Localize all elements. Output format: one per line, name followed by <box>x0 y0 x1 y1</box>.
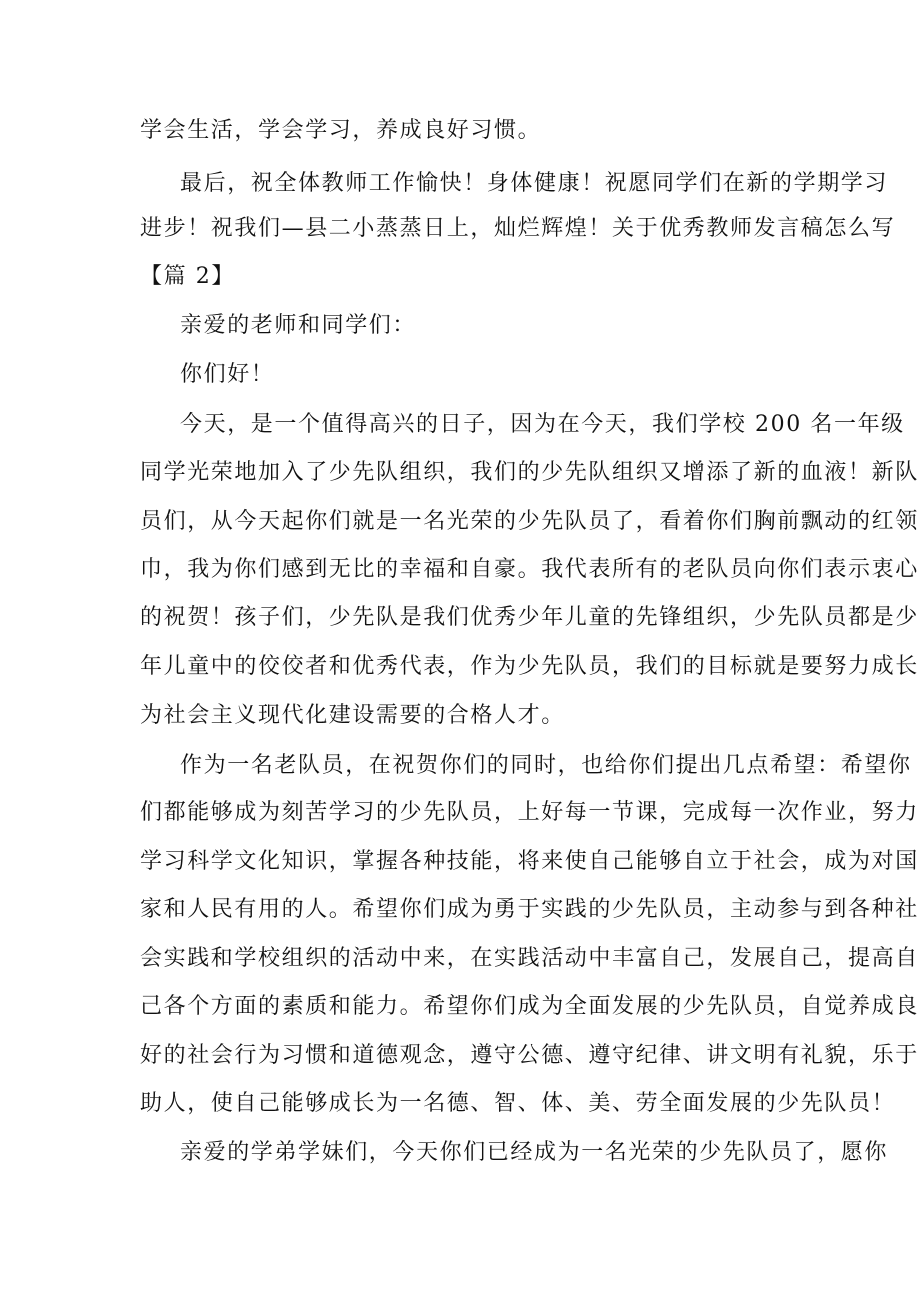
text-line: 的祝贺！孩子们，少先队是我们优秀少年儿童的先锋组织，少先队员都是少 <box>140 605 919 630</box>
text-line: 助人，使自己能够成长为一名德、智、体、美、劳全面发展的少先队员！ <box>140 1091 896 1116</box>
text-line: 最后，祝全体教师工作愉快！身体健康！祝愿同学们在新的学期学习 <box>180 171 889 196</box>
text-line: 进步！祝我们—县二小蒸蒸日上，灿烂辉煌！关于优秀教师发言稿怎么写 <box>140 216 896 241</box>
text-line: 会实践和学校组织的活动中来，在实践活动中丰富自己，发展自己，提高自 <box>140 946 919 971</box>
text-line: 家和人民有用的人。希望你们成为勇于实践的少先队员，主动参与到各种社 <box>140 897 919 922</box>
text-line: 年儿童中的佼佼者和优秀代表，作为少先队员，我们的目标就是要努力成长 <box>140 654 919 679</box>
text-line: 同学光荣地加入了少先队组织，我们的少先队组织又增添了新的血液！新队 <box>140 460 919 485</box>
text-line: 作为一名老队员，在祝贺你们的同时，也给你们提出几点希望：希望你 <box>180 753 912 778</box>
text-line: 好的社会行为习惯和道德观念，遵守公德、遵守纪律、讲文明有礼貌，乐于 <box>140 1043 919 1068</box>
text-line: 学习科学文化知识，掌握各种技能，将来使自己能够自立于社会，成为对国 <box>140 849 919 874</box>
text-line: 亲爱的学弟学妹们，今天你们已经成为一名光荣的少先队员了，愿你 <box>180 1140 889 1165</box>
text-line: 员们，从今天起你们就是一名光荣的少先队员了，看着你们胸前飘动的红领 <box>140 509 919 534</box>
text-line: 今天，是一个值得高兴的日子，因为在今天，我们学校 200 名一年级 <box>180 412 905 437</box>
text-line: 为社会主义现代化建设需要的合格人才。 <box>140 703 565 728</box>
text-line: 们都能够成为刻苦学习的少先队员，上好每一节课，完成每一次作业，努力 <box>140 800 919 825</box>
salutation: 亲爱的老师和同学们： <box>180 313 417 338</box>
text-line: 学会生活，学会学习，养成良好习惯。 <box>140 118 542 143</box>
section-heading: 【篇 2】 <box>140 264 235 289</box>
greeting: 你们好！ <box>180 362 275 387</box>
text-line: 巾，我为你们感到无比的幸福和自豪。我代表所有的老队员向你们表示衷心 <box>140 557 919 582</box>
text-line: 己各个方面的素质和能力。希望你们成为全面发展的少先队员，自觉养成良 <box>140 994 919 1019</box>
